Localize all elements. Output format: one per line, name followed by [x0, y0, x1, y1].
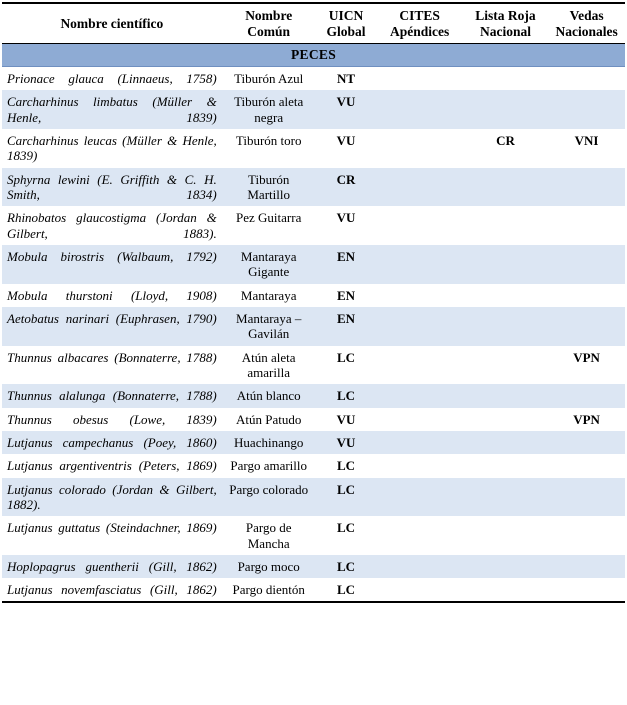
section-label-peces: PECES [2, 44, 625, 67]
cell-vedas [548, 478, 625, 517]
cell-lista-roja [463, 408, 548, 431]
cell-scientific-name: Sphyrna lewini (E. Griffith & C. H. Smith, 1834) [2, 168, 222, 207]
cell-cites [376, 408, 462, 431]
species-table [2, 2, 625, 603]
cell-common-name: Pargo moco [222, 555, 316, 578]
cell-lista-roja [463, 454, 548, 477]
cell-cites [376, 129, 462, 168]
cell-lista-roja [463, 478, 548, 517]
cell-common-name: Tiburón Azul [222, 66, 316, 90]
cell-vedas [548, 555, 625, 578]
cell-common-name: Tiburón Martillo [222, 168, 316, 207]
cell-lista-roja [463, 245, 548, 284]
cell-cites [376, 454, 462, 477]
cell-vedas [548, 516, 625, 555]
cell-scientific-name: Hoplopagrus guentherii (Gill, 1862) [2, 555, 222, 578]
cell-cites [376, 346, 462, 385]
cell-vedas [548, 245, 625, 284]
cell-uicn-global: LC [316, 578, 377, 602]
cell-common-name: Pez Guitarra [222, 206, 316, 245]
table-row [2, 408, 625, 431]
table-row [2, 346, 625, 385]
cell-cites [376, 555, 462, 578]
cell-vedas [548, 578, 625, 602]
cell-vedas [548, 307, 625, 346]
cell-scientific-name: Mobula birostris (Walbaum, 1792) [2, 245, 222, 284]
cell-vedas [548, 454, 625, 477]
cell-uicn-global: EN [316, 307, 377, 346]
cell-scientific-name: Lutjanus colorado (Jordan & Gilbert, 1882). [2, 478, 222, 517]
table-header [2, 3, 625, 44]
cell-vedas: VPN [548, 346, 625, 385]
table-body [2, 44, 625, 603]
cell-uicn-global: LC [316, 478, 377, 517]
cell-lista-roja [463, 168, 548, 207]
cell-cites [376, 384, 462, 407]
cell-vedas [548, 206, 625, 245]
cell-scientific-name: Lutjanus novemfasciatus (Gill, 1862) [2, 578, 222, 602]
cell-common-name: Pargo de Mancha [222, 516, 316, 555]
cell-uicn-global: LC [316, 516, 377, 555]
cell-vedas [548, 90, 625, 129]
table-row [2, 454, 625, 477]
column-header-nombre-comun: Nombre Común [222, 3, 316, 44]
cell-uicn-global: CR [316, 168, 377, 207]
cell-uicn-global: VU [316, 90, 377, 129]
cell-scientific-name: Thunnus alalunga (Bonnaterre, 1788) [2, 384, 222, 407]
cell-scientific-name: Carcharhinus limbatus (Müller & Henle, 1839) [2, 90, 222, 129]
cell-vedas [548, 431, 625, 454]
cell-vedas [548, 66, 625, 90]
cell-vedas [548, 168, 625, 207]
cell-cites [376, 307, 462, 346]
table-row [2, 129, 625, 168]
cell-cites [376, 478, 462, 517]
cell-cites [376, 206, 462, 245]
cell-common-name: Pargo colorado [222, 478, 316, 517]
cell-uicn-global: VU [316, 431, 377, 454]
table-row [2, 384, 625, 407]
cell-cites [376, 245, 462, 284]
cell-lista-roja [463, 516, 548, 555]
cell-lista-roja [463, 284, 548, 307]
cell-uicn-global: LC [316, 555, 377, 578]
table-row [2, 66, 625, 90]
cell-vedas: VNI [548, 129, 625, 168]
table-row [2, 516, 625, 555]
column-header-lista-roja-nacional: Lista Roja Nacional [463, 3, 548, 44]
cell-scientific-name: Thunnus obesus (Lowe, 1839) [2, 408, 222, 431]
cell-lista-roja [463, 346, 548, 385]
cell-uicn-global: VU [316, 408, 377, 431]
cell-uicn-global: VU [316, 206, 377, 245]
cell-uicn-global: VU [316, 129, 377, 168]
cell-cites [376, 431, 462, 454]
cell-uicn-global: EN [316, 245, 377, 284]
cell-lista-roja [463, 307, 548, 346]
species-table-container [0, 2, 627, 603]
column-header-cites-apendices: CITES Apéndices [376, 3, 462, 44]
cell-uicn-global: LC [316, 384, 377, 407]
column-header-uicn-global: UICN Global [316, 3, 377, 44]
cell-lista-roja [463, 206, 548, 245]
table-row [2, 307, 625, 346]
table-row [2, 206, 625, 245]
table-header-row [2, 3, 625, 44]
cell-common-name: Mantaraya Gigante [222, 245, 316, 284]
column-header-vedas-nacionales: Vedas Nacionales [548, 3, 625, 44]
column-header-nombre-cientifico: Nombre científico [2, 3, 222, 44]
cell-common-name: Mantaraya – Gavilán [222, 307, 316, 346]
cell-lista-roja [463, 555, 548, 578]
cell-common-name: Pargo dientón [222, 578, 316, 602]
cell-scientific-name: Mobula thurstoni (Lloyd, 1908) [2, 284, 222, 307]
cell-cites [376, 284, 462, 307]
cell-common-name: Huachinango [222, 431, 316, 454]
cell-scientific-name: Aetobatus narinari (Euphrasen, 1790) [2, 307, 222, 346]
cell-uicn-global: EN [316, 284, 377, 307]
cell-scientific-name: Lutjanus argentiventris (Peters, 1869) [2, 454, 222, 477]
section-header-row [2, 44, 625, 67]
table-row [2, 168, 625, 207]
cell-common-name: Mantaraya [222, 284, 316, 307]
cell-common-name: Atún aleta amarilla [222, 346, 316, 385]
cell-common-name: Atún blanco [222, 384, 316, 407]
cell-cites [376, 516, 462, 555]
cell-lista-roja [463, 66, 548, 90]
cell-scientific-name: Carcharhinus leucas (Müller & Henle, 1839) [2, 129, 222, 168]
cell-scientific-name: Lutjanus guttatus (Steindachner, 1869) [2, 516, 222, 555]
cell-lista-roja [463, 90, 548, 129]
cell-cites [376, 90, 462, 129]
cell-scientific-name: Lutjanus campechanus (Poey, 1860) [2, 431, 222, 454]
cell-scientific-name: Prionace glauca (Linnaeus, 1758) [2, 66, 222, 90]
cell-vedas [548, 384, 625, 407]
cell-vedas: VPN [548, 408, 625, 431]
cell-uicn-global: LC [316, 346, 377, 385]
cell-common-name: Tiburón aleta negra [222, 90, 316, 129]
table-row [2, 555, 625, 578]
cell-uicn-global: NT [316, 66, 377, 90]
cell-common-name: Tiburón toro [222, 129, 316, 168]
cell-cites [376, 168, 462, 207]
table-row [2, 478, 625, 517]
cell-lista-roja [463, 384, 548, 407]
cell-cites [376, 578, 462, 602]
cell-scientific-name: Rhinobatos glaucostigma (Jordan & Gilbert, 1883). [2, 206, 222, 245]
cell-vedas [548, 284, 625, 307]
cell-lista-roja [463, 578, 548, 602]
cell-uicn-global: LC [316, 454, 377, 477]
cell-common-name: Pargo amarillo [222, 454, 316, 477]
table-row [2, 90, 625, 129]
table-row [2, 431, 625, 454]
cell-scientific-name: Thunnus albacares (Bonnaterre, 1788) [2, 346, 222, 385]
cell-cites [376, 66, 462, 90]
cell-common-name: Atún Patudo [222, 408, 316, 431]
table-row [2, 284, 625, 307]
table-row [2, 245, 625, 284]
cell-lista-roja: CR [463, 129, 548, 168]
cell-lista-roja [463, 431, 548, 454]
table-row [2, 578, 625, 602]
